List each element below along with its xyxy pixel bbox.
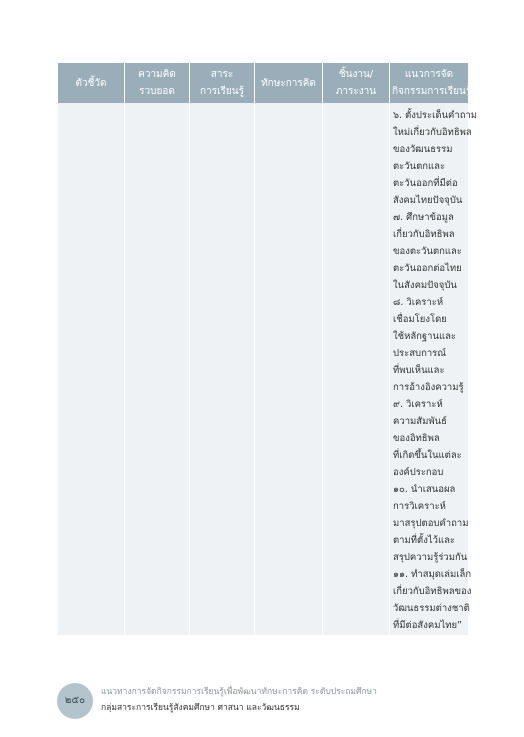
header-thinking-skills: ทักษะการคิด (255, 63, 323, 103)
activity-line: ๑๑. ทำสมุดเล่มเล็ก (393, 569, 472, 580)
header-learning-content: สาระ การเรียนรู้ (190, 63, 255, 103)
cell-workpiece (323, 103, 390, 635)
activity-line: สรุปความรู้ร่วมกัน (393, 552, 468, 563)
activity-line: ประสบการณ์ (393, 348, 447, 359)
activity-line: การวิเคราะห์ (393, 501, 446, 512)
activity-line: ๙. วิเคราะห์ (393, 399, 443, 410)
activity-line: ๑๐. นำเสนอผล (393, 484, 456, 495)
header-indicator: ตัวชี้วัด (58, 63, 125, 103)
page-number-badge: ๒๕๐ (57, 683, 93, 719)
footer-subject-group: กลุ่มสาระการเรียนรู้สังคมศึกษา ศาสนา และวัฒนธรรม (101, 703, 300, 713)
cell-learning-content (190, 103, 255, 635)
activity-line: สังคมไทยปัจจุบัน (393, 195, 463, 206)
activity-line: ตะวันออกที่มีต่อ (393, 178, 458, 189)
activity-line: ตามที่ตั้งไว้และ (393, 535, 455, 546)
activity-line: เกี่ยวกับอิทธิพลของ (393, 586, 472, 597)
header-learning-activities: แนวการจัด กิจกรรมการเรียนรู้ (390, 63, 469, 103)
activity-line: ที่พบเห็นและ (393, 365, 445, 376)
activity-line: ที่เกิดขึ้นในแต่ละ (393, 450, 462, 461)
activity-line: ใหม่เกี่ยวกับอิทธิพล (393, 127, 472, 138)
activity-line: มาสรุปตอบคำถาม (393, 518, 469, 529)
activity-line: วัฒนธรรมต่างชาติ (393, 603, 470, 614)
cell-learning-activities (390, 103, 478, 635)
activity-line: เชื่อมโยงโดย (393, 314, 447, 325)
activity-line: ใช้หลักฐานและ (393, 331, 457, 342)
cell-concept (125, 103, 190, 635)
footer-book-title: แนวทางการจัดกิจกรรมการเรียนรู้เพื่อพัฒนาทักษะการคิด ระดับประถมศึกษา (101, 687, 377, 697)
activity-line: ๗. ศึกษาข้อมูล (393, 212, 454, 223)
activity-line: องค์ประกอบ (393, 467, 444, 478)
table-row (58, 103, 469, 635)
activity-line: ของตะวันตกและ (393, 246, 462, 257)
activity-line: ๖. ตั้งประเด็นคำถาม (393, 110, 478, 121)
header-concept: ความคิด รวบยอด (125, 63, 190, 103)
activity-line: เกี่ยวกับอิทธิพล (393, 229, 455, 240)
activity-line: ในสังคมปัจจุบัน (393, 280, 457, 291)
header-workpiece: ชิ้นงาน/ ภาระงาน (323, 63, 390, 103)
cell-thinking-skills (255, 103, 323, 635)
activity-line: ตะวันตกและ (393, 161, 446, 172)
lesson-plan-table (57, 63, 478, 635)
activity-line: ตะวันออกต่อไทย (393, 263, 462, 274)
activity-line: ความสัมพันธ์ (393, 416, 447, 427)
activity-line: การอ้างอิงความรู้ (393, 382, 464, 393)
cell-indicator (58, 103, 125, 635)
activity-line: ของวัฒนธรรม (393, 144, 453, 155)
activity-line: ของอิทธิพล (393, 433, 440, 444)
activity-line: ๘. วิเคราะห์ (393, 297, 444, 308)
table-header-row (58, 63, 469, 103)
activity-line: ที่มีต่อสังคมไทย” (393, 620, 462, 631)
